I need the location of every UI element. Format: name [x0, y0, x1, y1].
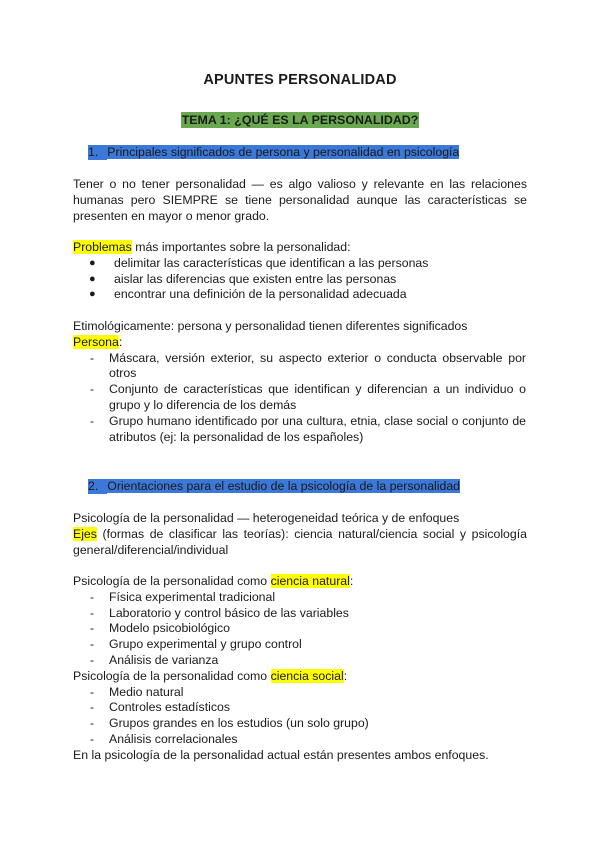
dash-icon: - — [90, 589, 95, 604]
list-item — [73, 272, 527, 288]
etimologia-text: Etimológicamente: persona y personalidad tienen diferentes significados — [73, 319, 468, 333]
list-item — [73, 700, 527, 716]
persona-heading — [73, 335, 527, 351]
section-2-heading — [88, 479, 460, 494]
list-item — [73, 606, 527, 622]
persona-list — [73, 351, 527, 446]
section-1-title: Principales significados de persona y personalidad en psicología — [107, 145, 460, 159]
dash-icon: - — [90, 605, 95, 620]
dash-icon: - — [90, 652, 95, 667]
bullet-icon: ● — [89, 256, 96, 269]
ciencia-natural-list — [73, 590, 527, 669]
list-item — [73, 732, 527, 748]
problemas-heading — [73, 240, 527, 256]
list-item-text: Grupo experimental y grupo control — [109, 637, 302, 652]
ciencia-social-heading — [73, 669, 527, 685]
section-2-title: Orientaciones para el estudio de la psicología de la personalidad — [107, 479, 461, 493]
ejes-paragraph — [73, 527, 527, 559]
dash-icon: - — [90, 731, 95, 746]
dash-icon: - — [90, 350, 95, 365]
list-item — [73, 590, 527, 606]
list-item-text: Máscara, versión exterior, su aspecto exterior o conducta observable por otros — [109, 350, 526, 381]
persona-heading-rest: : — [118, 334, 123, 349]
dash-icon: - — [90, 621, 95, 636]
list-item-text: encontrar una definición de la personalidad adecuada — [114, 287, 407, 302]
tema-heading-wrapper — [0, 111, 600, 129]
bullet-icon: ● — [89, 288, 96, 301]
persona-highlight: Persona — [73, 334, 119, 349]
problemas-block — [73, 240, 527, 303]
list-item-text: Física experimental tradicional — [109, 589, 276, 604]
list-item-text: Grupo humano identificado por una cultura, etnia, clase social o conjunto de atributos (ej: la personalidad de los españoles) — [109, 413, 526, 444]
list-item-text: aislar las diferencias que existen entre las personas — [114, 271, 397, 286]
list-item — [73, 256, 527, 272]
list-item — [73, 351, 527, 383]
ciencia-social-prefix: Psicología de la personalidad como — [73, 668, 271, 683]
ejes-highlight: Ejes — [73, 526, 97, 541]
heterogeneidad-block — [73, 511, 527, 558]
list-item — [73, 382, 527, 414]
ciencia-social-highlight: ciencia social — [270, 668, 344, 683]
conclusion-text: En la psicología de la personalidad actual están presentes ambos enfoques. — [73, 747, 489, 762]
list-item-text: Modelo psicobiológico — [109, 621, 230, 636]
ciencia-natural-block — [73, 574, 527, 764]
list-item-text: Laboratorio y control básico de las variables — [109, 605, 349, 620]
bullet-icon: ● — [89, 272, 96, 285]
intro-paragraph: Tener o no tener personalidad — es algo valioso y relevante en las relaciones humanas pero SIEMPRE se tiene personalidad aunque las características se presenten en mayor o menor grado. — [73, 177, 527, 223]
dash-icon: - — [90, 382, 95, 397]
list-item-text: Grupos grandes en los estudios (un solo grupo) — [109, 716, 369, 731]
section-1-heading — [88, 145, 459, 160]
section-1-number: 1. — [88, 145, 107, 160]
etimologia-block — [73, 319, 527, 445]
list-item-text: delimitar las características que identifican a las personas — [114, 255, 429, 270]
list-item — [73, 653, 527, 669]
list-item-text: Medio natural — [109, 684, 184, 699]
dash-icon: - — [90, 716, 95, 731]
document-title: APUNTES PERSONALIDAD — [203, 72, 397, 88]
dash-icon: - — [90, 684, 95, 699]
list-item — [73, 621, 527, 637]
problemas-list — [73, 256, 527, 303]
ciencia-natural-heading — [73, 574, 527, 590]
list-item-text: Conjunto de características que identifican y diferencian a un individuo o grupo y lo diferencia de los demás — [109, 382, 526, 412]
dash-icon: - — [90, 700, 95, 715]
ciencia-social-suffix: : — [343, 668, 348, 683]
dash-icon: - — [90, 637, 95, 652]
list-item-text: Análisis correlacionales — [109, 731, 238, 746]
ciencia-natural-highlight: ciencia natural — [270, 574, 350, 588]
ciencia-social-list — [73, 685, 527, 748]
dash-icon: - — [90, 413, 95, 428]
list-item — [73, 637, 527, 653]
ciencia-natural-prefix: Psicología de la personalidad como — [73, 574, 271, 588]
section-2-number: 2. — [88, 479, 107, 494]
problemas-highlight: Problemas — [73, 240, 132, 254]
ciencia-natural-suffix: : — [349, 574, 354, 588]
heterogeneidad-text: Psicología de la personalidad — heterogeneidad teórica y de enfoques — [73, 511, 460, 525]
tema-heading: TEMA 1: ¿QUÉ ES LA PERSONALIDAD? — [181, 113, 419, 127]
problemas-heading-rest: más importantes sobre la personalidad: — [131, 240, 351, 254]
ejes-text: (formas de clasificar las teorías): ciencia natural/ciencia social y psicología general/diferencial/individual — [73, 526, 527, 557]
list-item — [73, 716, 527, 732]
list-item — [73, 685, 527, 701]
list-item-text: Controles estadísticos — [109, 700, 230, 715]
list-item — [73, 414, 527, 446]
list-item-text: Análisis de varianza — [109, 652, 219, 667]
list-item — [73, 287, 527, 303]
